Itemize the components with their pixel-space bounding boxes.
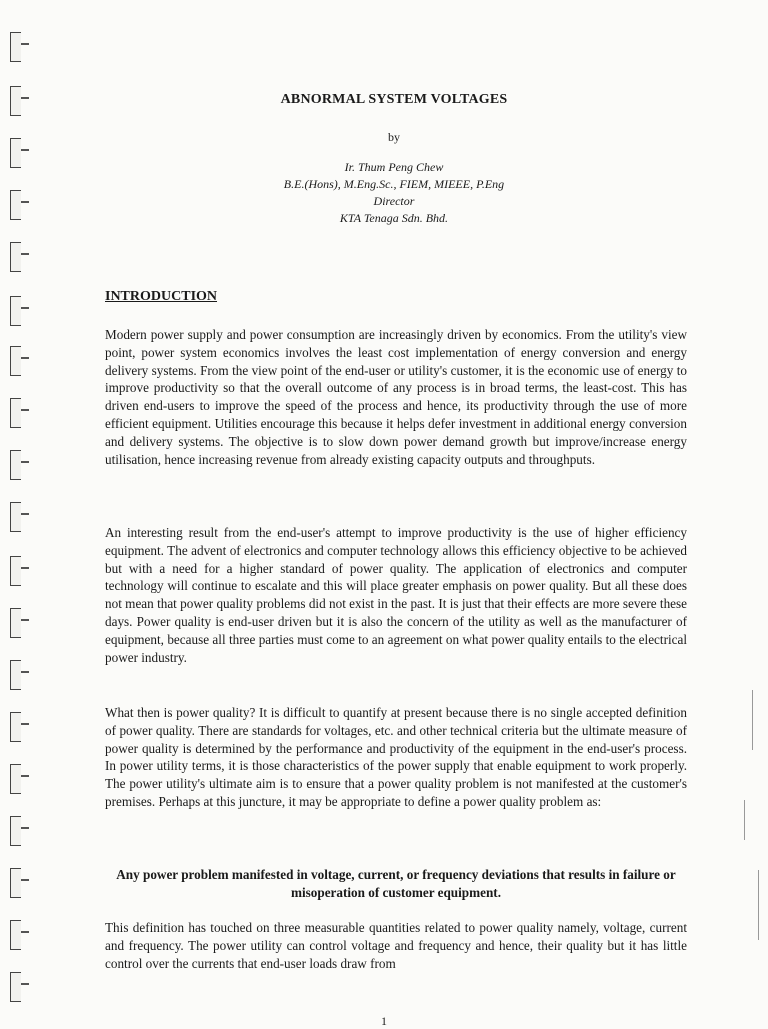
binder-ring [10, 32, 21, 62]
definition-statement: Any power problem manifested in voltage, current, or frequency deviations that results in failure or misoperation of customer equipment. [116, 867, 676, 900]
section-heading: INTRODUCTION [105, 289, 218, 304]
binder-ring [10, 242, 21, 272]
binder-ring [10, 556, 21, 586]
author-name: Ir. Thum Peng Chew [344, 160, 444, 174]
page-number: 1 [381, 1014, 387, 1028]
scan-artifact [752, 690, 753, 750]
paragraph: This definition has touched on three measurable quantities related to power quality namely, voltage, current and frequency. The power utility can control voltage and frequency and hence, their quality but it has little control over the currents that end-user loads draw from [105, 920, 687, 971]
binder-ring [10, 920, 21, 950]
author-block [0, 159, 768, 227]
binder-ring [10, 296, 21, 326]
document-title: ABNORMAL SYSTEM VOLTAGES [280, 92, 508, 107]
paragraph: An interesting result from the end-user's attempt to improve productivity is the use of higher efficiency equipment. The advent of electronics and computer technology allows this efficiency objective to be achieved but with a need for a higher standard of power quality. The application of electronics and computer technology will continue to escalate and this will place greater emphasis on power quality. But all these does not mean that power quality problems did not exist in the past. It is just that their effects are more severe these days. Power quality is end-user driven but it is also the concern of the utility as well as the manufacturer of equipment, because all three parties must come to an agreement on what power quality entails to the electrical power industry. [105, 525, 687, 665]
binder-ring [10, 972, 21, 1002]
binder-ring [10, 398, 21, 428]
binder-ring [10, 450, 21, 480]
author-company: KTA Tenaga Sdn. Bhd. [339, 211, 449, 225]
author-qualifications: B.E.(Hons), M.Eng.Sc., FIEM, MIEEE, P.Eng [283, 177, 505, 191]
binder-ring [10, 346, 21, 376]
paragraph: What then is power quality? It is difficult to quantify at present because there is no single accepted definition of power quality. There are standards for voltages, etc. and other technical criteria but the ultimate measure of power quality is determined by the performance and productivity of the equipment in the end-user's process. In power utility terms, it is those characteristics of the power supply that enable equipment to work properly. The power utility's ultimate aim is to ensure that a power quality problem is not manifested at the customer's premises. Perhaps at this juncture, it may be appropriate to define a power quality problem as: [105, 705, 687, 809]
paragraph: Modern power supply and power consumption are increasingly driven by economics. From the utility's view point, power system economics involves the least cost implementation of energy conversion and energy delivery systems. From the view point of the end-user or utility's customer, it is the economic use of energy to improve productivity so that the overall outcome of any process is in broad terms, the least-cost. This has driven end-users to improve the speed of the process and hence, its productivity through the use of more efficient equipment. Utilities encourage this because it helps defer investment in additional energy conversion and delivery systems. The objective is to slow down power demand growth but improve/increase energy utilisation, hence increasing revenue from already existing capacity outputs and throughputs. [105, 327, 687, 467]
by-line: by [388, 130, 400, 144]
scan-artifact [758, 870, 759, 940]
binder-ring [10, 816, 21, 846]
binder-ring [10, 660, 21, 690]
binder-ring [10, 712, 21, 742]
binder-ring [10, 868, 21, 898]
binder-ring [10, 502, 21, 532]
binder-ring [10, 608, 21, 638]
scan-artifact [744, 800, 745, 840]
binder-ring [10, 764, 21, 794]
author-position: Director [373, 194, 415, 208]
